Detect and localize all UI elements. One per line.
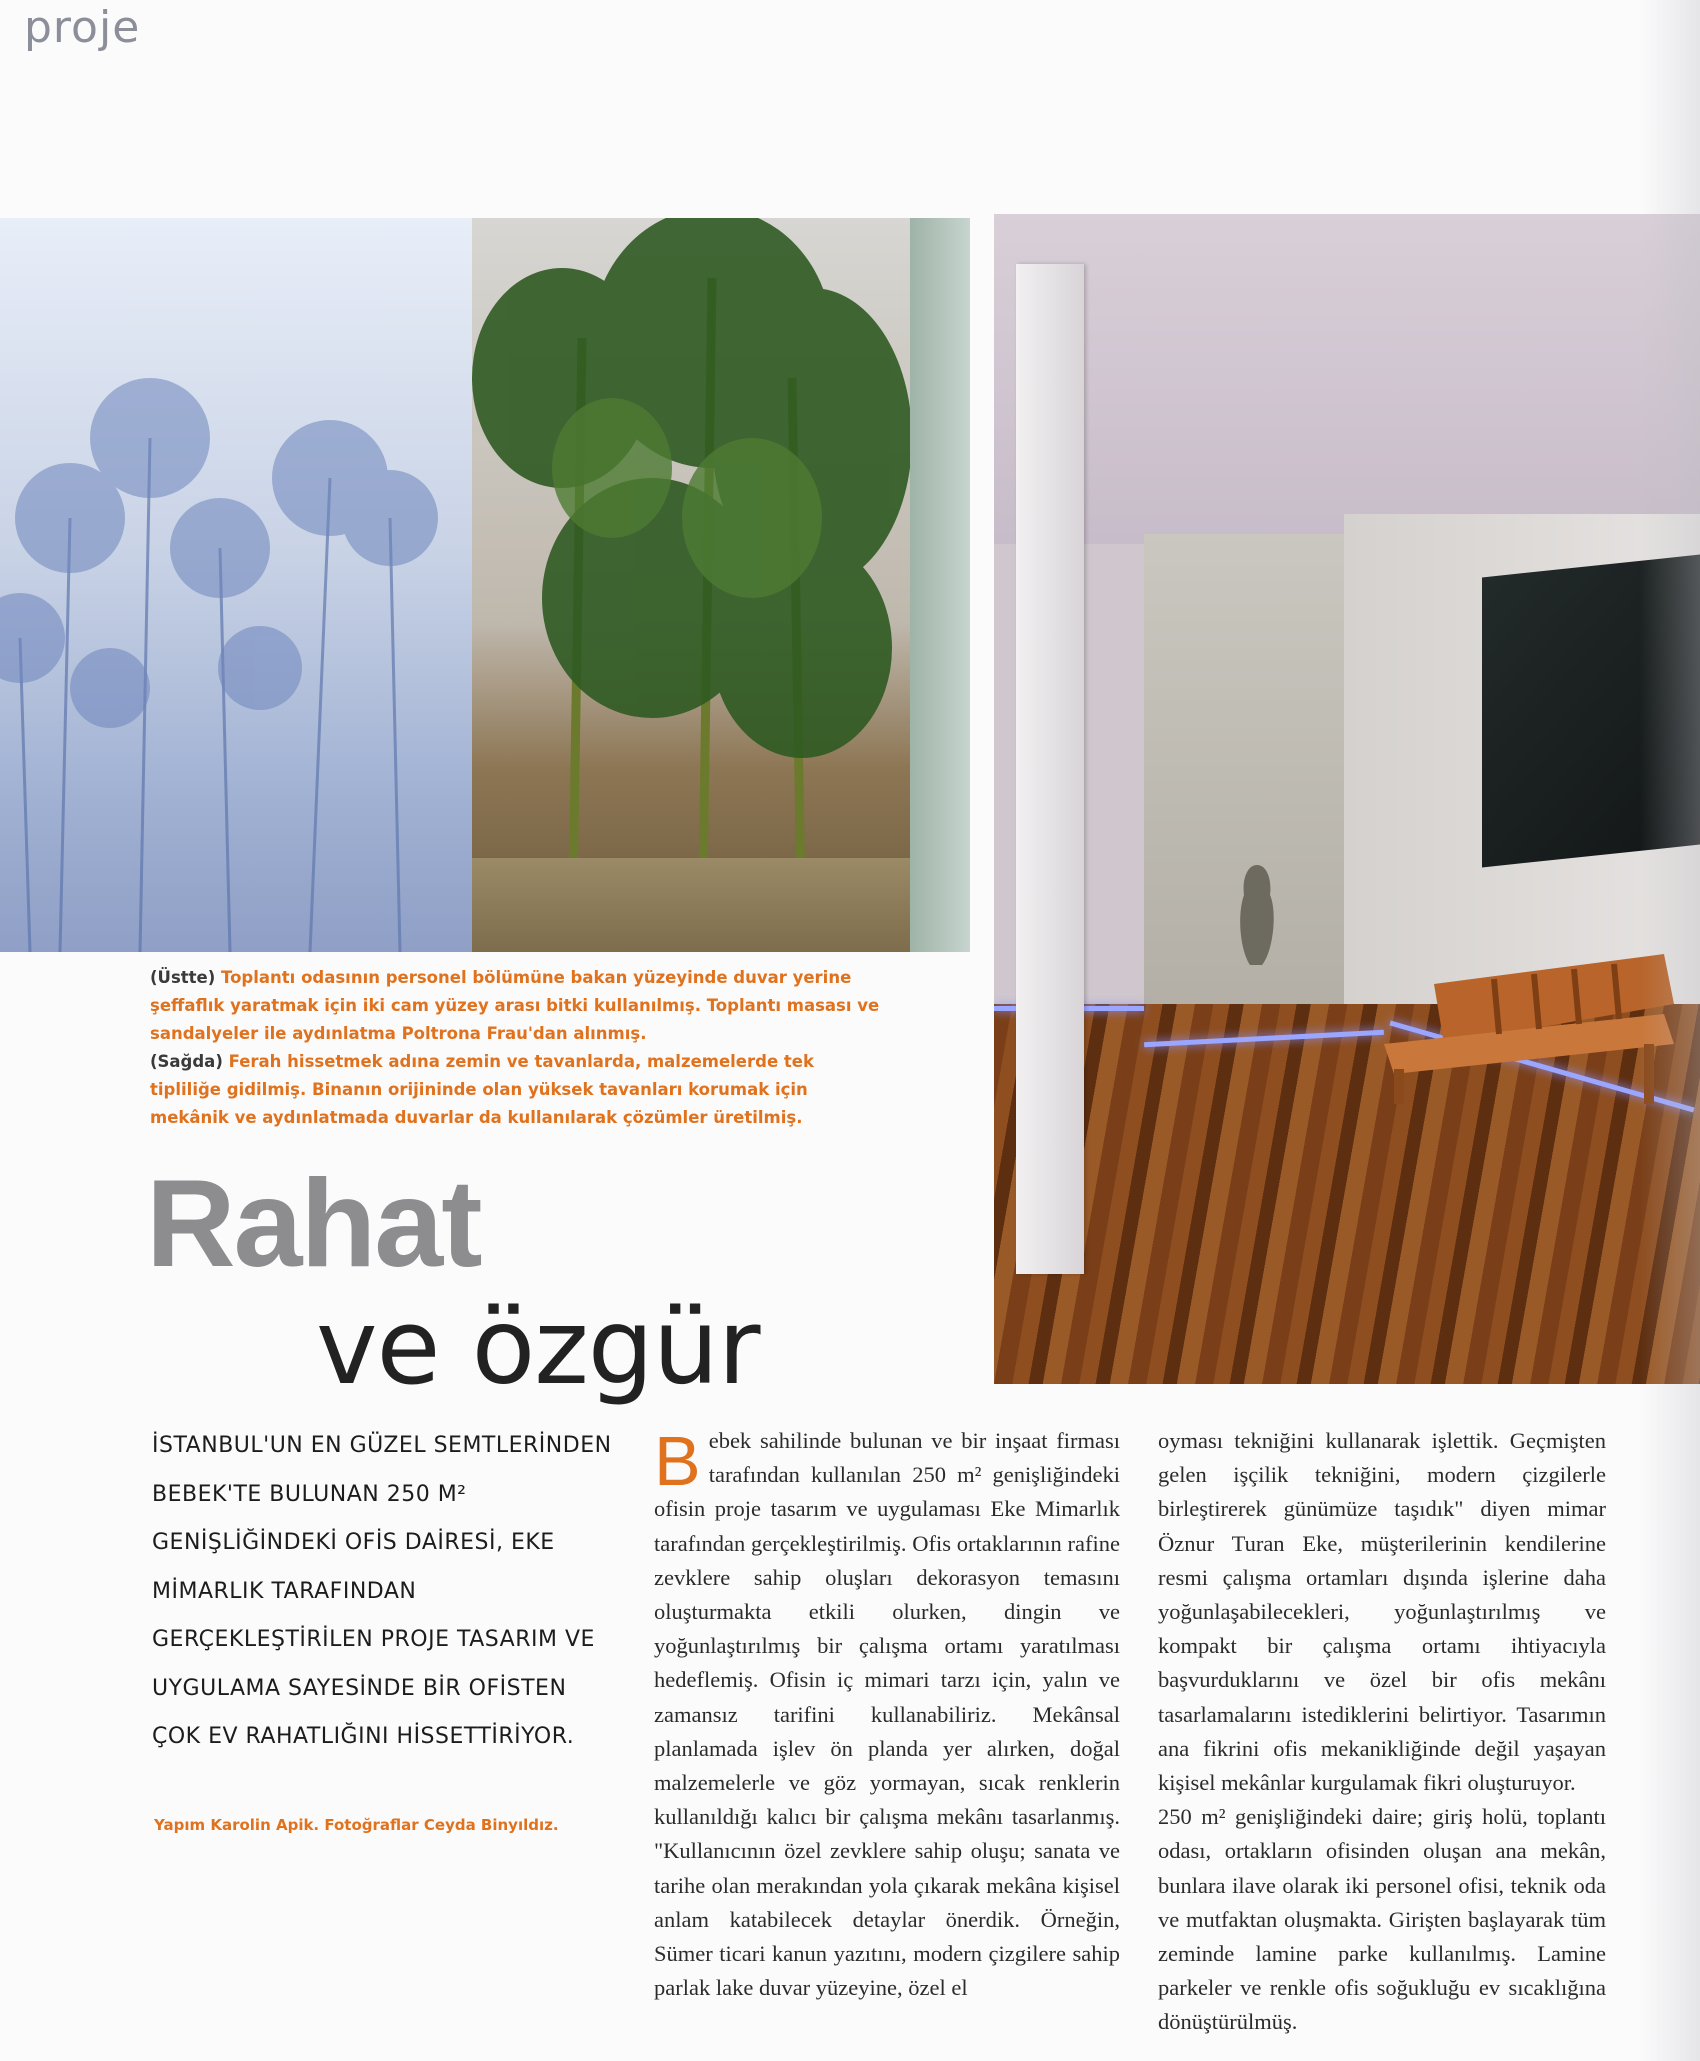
wooden-bench [1374, 934, 1684, 1104]
drop-cap: B [654, 1422, 701, 1500]
meeting-room-plants-photo [0, 218, 970, 952]
glass-edge [910, 218, 970, 952]
caption-right-tag: (Sağda) [150, 1052, 223, 1071]
body-column-2-paragraph-2: 250 m² genişliğindeki daire; giriş holü, toplantı odası, ortakların ofisinden oluşan ana mekân, bunlara ilave olarak iki personel ofisi, teknik oda ve mutfaktan oluşmakta. Girişten başlayarak tüm zeminde lamine parke kullanılmış. Lamine parkeler ve renkle ofis soğukluğu ev sıcaklığına dönüştürülmüş. [1158, 1804, 1606, 2035]
caption-right [150, 1048, 890, 1132]
caption-right-text: Ferah hissetmek adına zemin ve tavanlarda, malzemelerde tek tipliliğe gidilmiş. Binanın orijininde olan yüksek tavanları korumak için mekânik ve aydınlatmada duvarlar da kullanılarak çözümler üretilmiş. [150, 1052, 814, 1127]
bamboo-plants [472, 218, 910, 952]
frosted-glass-panel [0, 218, 472, 952]
body-column-2-paragraph-1: oyması tekniğini kullanarak işlettik. Geçmişten gelen işçilik tekniğini, modern çizgilerle birleştirerek günümüze taşıdık" diyen mimar Öznur Turan Eke, müşterilerinin kendilerine resmi çalışma ortamları dışında işlerine daha yoğunlaşabilecekleri, yoğunlaştırılmış ve kompakt bir çalışma ortamı ihtiyacıyla başvurduklarını ve özel bir ofis mekânı tasarlamalarını istediklerini belirtiyor. Tasarımın ana fikrini ofis mekanikliğinde değil yaşayan kişisel mekânlar kurgulamak fikri oluşturuyor. [1158, 1428, 1606, 1796]
white-column [1016, 264, 1084, 1274]
article-title: Rahat [146, 1155, 481, 1293]
article-lede: İSTANBUL'UN EN GÜZEL SEMTLERİNDEN BEBEK'TE BULUNAN 250 M² GENİŞLİĞİNDEKİ OFİS DAİRESİ, EKE MİMARLIK TARAFINDAN GERÇEKLEŞTİRİLEN PROJE TASARIM VE UYGULAMA SAYESİNDE BİR OFİSTEN ÇOK EV RAHATLIĞINI HİSSETTİRİYOR. [152, 1433, 612, 1749]
body-column-1 [654, 1424, 1120, 2005]
caption-top [150, 964, 890, 1048]
corridor-bench-photo [994, 214, 1700, 1384]
body-column-1-text: ebek sahilinde bulunan ve bir inşaat firması tarafından kullanılan 250 m² genişliğindeki ofisin proje tasarım ve uygulaması Eke Mimarlık tarafından gerçekleştirilmiş. Ofis ortaklarının rafine zevklere sahip oluşları dekorasyon temasını oluşturmakta etkili olurken, dingin ve yoğunlaştırılmış bir çalışma ortamı yaratılması hedeflemiş. Ofisin iç mimari tarzı için, yalın ve zamansız tarifini kullanabiliriz. Mekânsal planlamada işlev ön planda yer alırken, doğal malzemelerle ve göz yormayan, sıcak renklerin kullanıldığı kalıcı bir çalışma mekânı tasarlanmış. "Kullanıcının özel zevklere sahip oluşu; sanata ve tarihe olan merakından yola çıkarak mekâna kişisel anlam katabilecek detaylar önerdik. Örneğin, Sümer ticari kanun yazıtını, modern çizgilere sahip parlak lake duvar yüzeyine, özel el [654, 1428, 1120, 2001]
section-label: proje [24, 2, 141, 53]
page-edge-shadow [1640, 0, 1700, 2061]
caption-top-text: Toplantı odasının personel bölümüne bakan yüzeyinde duvar yerine şeffaflık yaratmak için iki cam yüzey arası bitki kullanılmış. Toplantı masası ve sandalyeler ile aydınlatma Poltrona Frau'dan alınmış. [150, 968, 880, 1043]
ceiling [994, 214, 1700, 544]
caption-top-tag: (Üstte) [150, 968, 216, 987]
body-column-2 [1158, 1424, 1606, 2040]
plant-silhouettes [0, 218, 472, 952]
planter-box [472, 858, 910, 952]
photo-caption [150, 964, 890, 1132]
article-credits: Yapım Karolin Apik. Fotoğraflar Ceyda Binyıldız. [154, 1816, 559, 1834]
statue-icon [1232, 860, 1282, 970]
article-subtitle: ve özgür [316, 1286, 760, 1408]
glass-room-interior [472, 218, 910, 952]
